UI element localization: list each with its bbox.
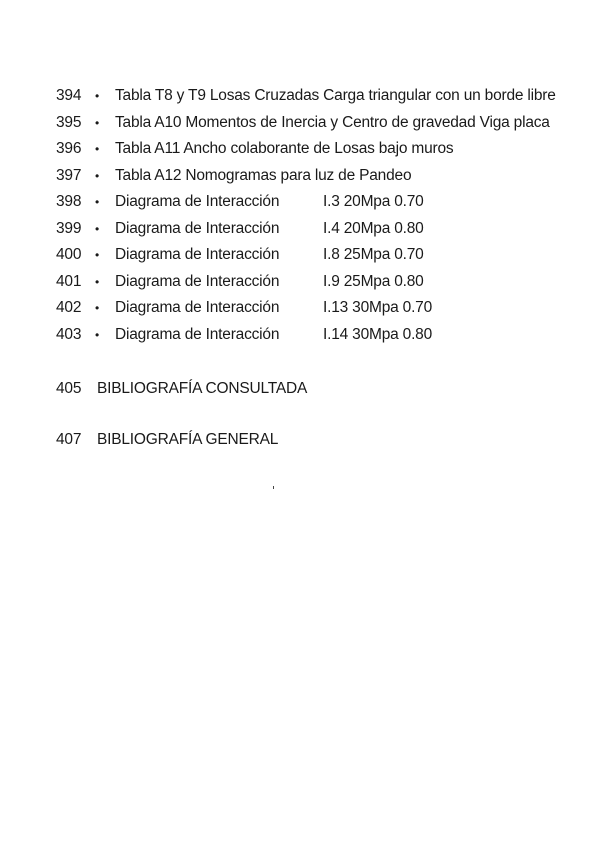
toc-page-number: 403 [56,325,82,343]
toc-item [56,295,576,322]
bullet-icon: • [94,221,99,236]
toc-item [56,83,576,110]
toc-item-code: I.13 30Mpa 0.70 [323,299,433,316]
toc-item-code: I.8 25Mpa 0.70 [323,246,424,263]
toc-item [56,242,576,269]
toc-list [56,83,576,348]
bullet-icon: • [94,142,99,156]
bullet-icon: • [94,195,99,209]
toc-item-code: I.3 20Mpa 0.70 [323,193,424,210]
toc-item-title: Tabla A12 Nomogramas para luz de Pandeo [115,166,412,184]
bullet-icon: • [94,248,99,262]
toc-page-number: 396 [56,140,82,157]
toc-item-code: I.4 20Mpa 0.80 [323,219,424,237]
toc-item-code: I.14 30Mpa 0.80 [323,325,433,343]
toc-page-number: 401 [56,272,82,290]
section-title: BIBLIOGRAFÍA GENERAL [97,431,279,448]
toc-item [56,136,576,163]
bullet-icon: • [94,274,99,289]
toc-item-title: Diagrama de Interacción [115,325,280,343]
toc-item-title: Diagrama de Interacción [115,246,280,263]
toc-page-number: 398 [56,193,82,210]
toc-page-number: 394 [56,87,82,104]
bullet-icon: • [94,115,99,130]
toc-item-code: I.9 25Mpa 0.80 [323,272,424,290]
toc-page-number: 400 [56,246,82,263]
bullet-icon: • [94,89,99,103]
bullet-icon: • [94,301,99,315]
toc-page-number: 395 [56,113,82,131]
toc-item [56,163,576,190]
section-page-number: 407 [56,431,82,448]
scan-speck [273,486,274,489]
toc-item-title: Diagrama de Interacción [115,193,280,210]
toc-item-title: Diagrama de Interacción [115,219,280,237]
bullet-icon: • [94,327,99,342]
section-page-number: 405 [56,380,82,397]
toc-page-number: 399 [56,219,82,237]
section-title: BIBLIOGRAFÍA CONSULTADA [97,380,308,397]
toc-item [56,189,576,216]
bullet-icon: • [94,168,99,183]
toc-item-title: Tabla T8 y T9 Losas Cruzadas Carga triangular con un borde libre [115,87,556,104]
toc-page-number: 402 [56,299,82,316]
toc-page-number: 397 [56,166,82,184]
toc-item [56,110,576,137]
toc-item-title: Diagrama de Interacción [115,272,280,290]
toc-item-title: Tabla A11 Ancho colaborante de Losas bajo muros [115,140,454,157]
toc-item [56,322,576,349]
toc-item [56,269,576,296]
toc-item-title: Diagrama de Interacción [115,299,280,316]
toc-item-title: Tabla A10 Momentos de Inercia y Centro de gravedad Viga placa [115,113,550,131]
toc-item [56,216,576,243]
